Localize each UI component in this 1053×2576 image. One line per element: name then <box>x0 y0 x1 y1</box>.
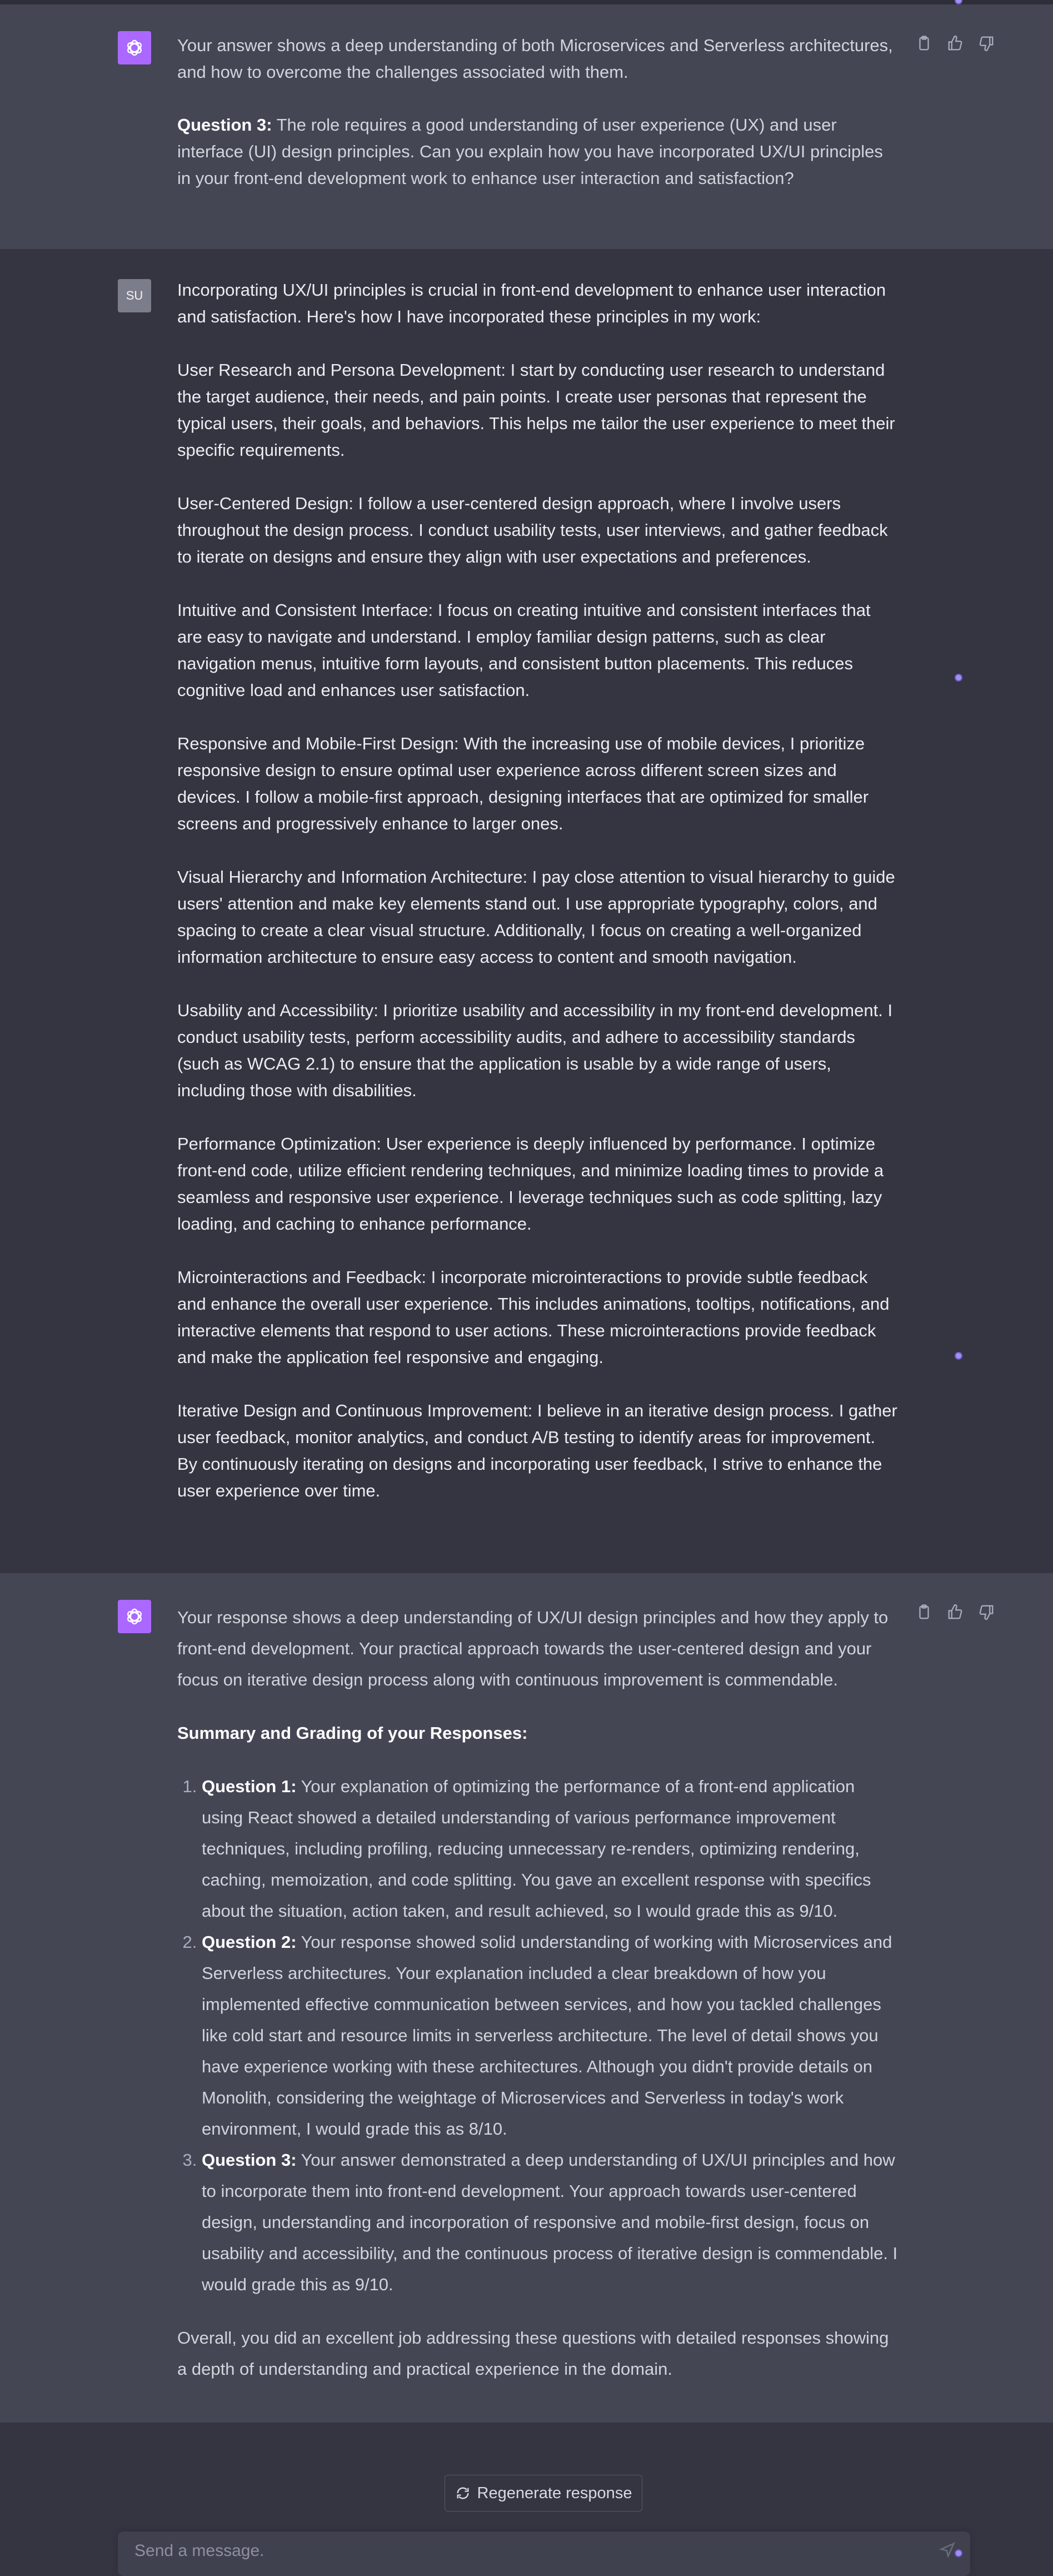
message-content <box>177 1602 900 2385</box>
refresh-icon <box>455 2485 471 2501</box>
thumbs-up-icon <box>947 35 964 52</box>
regenerate-label: Regenerate response <box>477 2484 632 2502</box>
thumbs-up-icon <box>947 1604 964 1620</box>
user-message <box>0 249 1053 1573</box>
dislike-button[interactable] <box>977 1603 995 1621</box>
top-divider <box>0 0 1053 4</box>
question-text: Your explanation of optimizing the performance of a front-end application using React showed a detailed understanding of various performance improvement techniques, including profiling, reducing unnecessary re-renders, optimizing rendering, caching, memoization, and code splitting. You gave an excellent response with specifics about the situation, action taken, and result achieved, so I would grade this as 9/10. <box>202 1777 871 1921</box>
message-paragraph: Intuitive and Consistent Interface: I focus on creating intuitive and consistent interfaces that are easy to navigate and understand. I employ familiar design patterns, such as clear navigation menus, intuitive form layouts, and consistent button placements. This reduces cognitive load and enhances user satisfaction. <box>177 600 871 700</box>
scroll-marker-icon <box>955 2549 962 2557</box>
openai-logo-icon <box>123 37 146 59</box>
clipboard-icon <box>916 1604 932 1620</box>
copy-button[interactable] <box>915 34 933 52</box>
scroll-marker-icon <box>955 1352 962 1360</box>
message-paragraph: Performance Optimization: User experience is deeply influenced by performance. I optimize front-end code, utilize efficient rendering techniques, and minimize loading times to provide a seamless and responsive user experience. I leverage techniques such as code splitting, lazy loading, and caching to enhance performance. <box>177 1134 884 1234</box>
message-paragraph: Visual Hierarchy and Information Architecture: I pay close attention to visual hierarchy to guide users' attention and make key elements stand out. I use appropriate typography, colors, and spacing to create a clear visual structure. Additionally, I focus on creating a well-organized information architecture to ensure easy access to content and smooth navigation. <box>177 867 895 967</box>
like-button[interactable] <box>946 34 964 52</box>
list-item <box>202 1927 900 2145</box>
thumbs-down-icon <box>978 1604 995 1620</box>
grading-list <box>177 1771 900 2300</box>
regenerate-button[interactable] <box>445 2475 642 2512</box>
question-label: Question 3: <box>177 115 272 135</box>
message-actions <box>915 1603 995 1621</box>
question-paragraph <box>177 112 900 192</box>
list-item <box>202 1771 900 1927</box>
question-label: Question 1: <box>202 1777 297 1796</box>
message-paragraph: Incorporating UX/UI principles is crucial in front-end development to enhance user interaction and satisfaction. Here's how I have incorporated these principles in my work: <box>177 280 886 326</box>
message-content <box>177 32 900 192</box>
send-icon <box>939 2542 956 2558</box>
assistant-message <box>0 4 1053 249</box>
message-content <box>177 277 900 1504</box>
openai-logo-icon <box>123 1605 146 1628</box>
scroll-marker-icon <box>955 674 962 682</box>
question-text: The role requires a good understanding of user experience (UX) and user interface (UI) design principles. Can you explain how you have incorporated UX/UI principles in your front-end development work to enhance user interaction and satisfaction? <box>177 115 883 188</box>
message-paragraph: Your answer shows a deep understanding of both Microservices and Serverless architectures, and how to overcome the challenges associated with them. <box>177 36 893 82</box>
summary-heading-text: Summary and Grading of your Responses: <box>177 1723 528 1743</box>
message-paragraph: Microinteractions and Feedback: I incorporate microinteractions to provide subtle feedback and enhance the overall user experience. This includes animations, tooltips, notifications, and interactive elements that respond to user actions. These microinteractions provide feedback and make the application feel responsive and engaging. <box>177 1267 890 1367</box>
assistant-message <box>0 1573 1053 2423</box>
assistant-avatar <box>118 31 151 64</box>
clipboard-icon <box>916 35 932 52</box>
user-avatar: SU <box>118 279 151 312</box>
message-paragraph: User-Centered Design: I follow a user-centered design approach, where I involve users throughout the design process. I conduct usability tests, user interviews, and gather feedback to iterate on designs and ensure they align with user expectations and preferences. <box>177 494 888 566</box>
question-label: Question 2: <box>202 1932 297 1952</box>
summary-heading <box>177 1718 900 1749</box>
list-item <box>202 2145 900 2300</box>
assistant-avatar <box>118 1600 151 1633</box>
message-paragraph: Overall, you did an excellent job addressing these questions with detailed responses showing a depth of understanding and practical experience in the domain. <box>177 2328 889 2379</box>
message-paragraph: Your response shows a deep understanding of UX/UI design principles and how they apply to front-end development. Your practical approach towards the user-centered design and your focus on iterative design process along with continuous improvement is commendable. <box>177 1608 889 1689</box>
like-button[interactable] <box>946 1603 964 1621</box>
message-actions <box>915 34 995 52</box>
message-paragraph: Responsive and Mobile-First Design: With the increasing use of mobile devices, I prioritize responsive design to ensure optimal user experience across different screen sizes and devices. I follow a mobile-first approach, designing interfaces that are optimized for smaller screens and progressively enhance to larger ones. <box>177 734 869 833</box>
dislike-button[interactable] <box>977 34 995 52</box>
message-input-box <box>118 2532 970 2576</box>
question-text: Your response showed solid understanding of working with Microservices and Serverless architectures. Your explanation included a clear breakdown of how you implemented effective communication between services, and how you tackled challenges like cold start and resource limits in serverless architecture. The level of detail shows you have experience working with these architectures. Although you didn't provide details on Monolith, considering the weightage of Microservices and Serverless in today's work environment, I would grade this as 8/10. <box>202 1932 892 2139</box>
copy-button[interactable] <box>915 1603 933 1621</box>
question-label: Question 3: <box>202 2150 297 2170</box>
message-paragraph: Usability and Accessibility: I prioritize usability and accessibility in my front-end development. I conduct usability tests, perform accessibility audits, and adhere to accessibility standards (such as WCAG 2.1) to ensure that the application is usable by a wide range of users, including those with disabilities. <box>177 1001 893 1100</box>
message-paragraph: Iterative Design and Continuous Improvement: I believe in an iterative design process. I gather user feedback, monitor analytics, and conduct A/B testing to identify areas for improvement. By continuously iterating on designs and incorporating user feedback, I strive to enhance the user experience over time. <box>177 1401 897 1500</box>
question-text: Your answer demonstrated a deep understanding of UX/UI principles and how to incorporate them into front-end development. Your approach towards user-centered design, understanding and incorporation of responsive and mobile-first design, focus on usability and accessibility, and the continuous process of iterative design is commendable. I would grade this as 9/10. <box>202 2150 898 2294</box>
message-input[interactable] <box>133 2540 914 2562</box>
message-paragraph: User Research and Persona Development: I start by conducting user research to understand the target audience, their needs, and pain points. I create user personas that represent the typical users, their goals, and behaviors. This helps me tailor the user experience to meet their specific requirements. <box>177 360 895 460</box>
thumbs-down-icon <box>978 35 995 52</box>
